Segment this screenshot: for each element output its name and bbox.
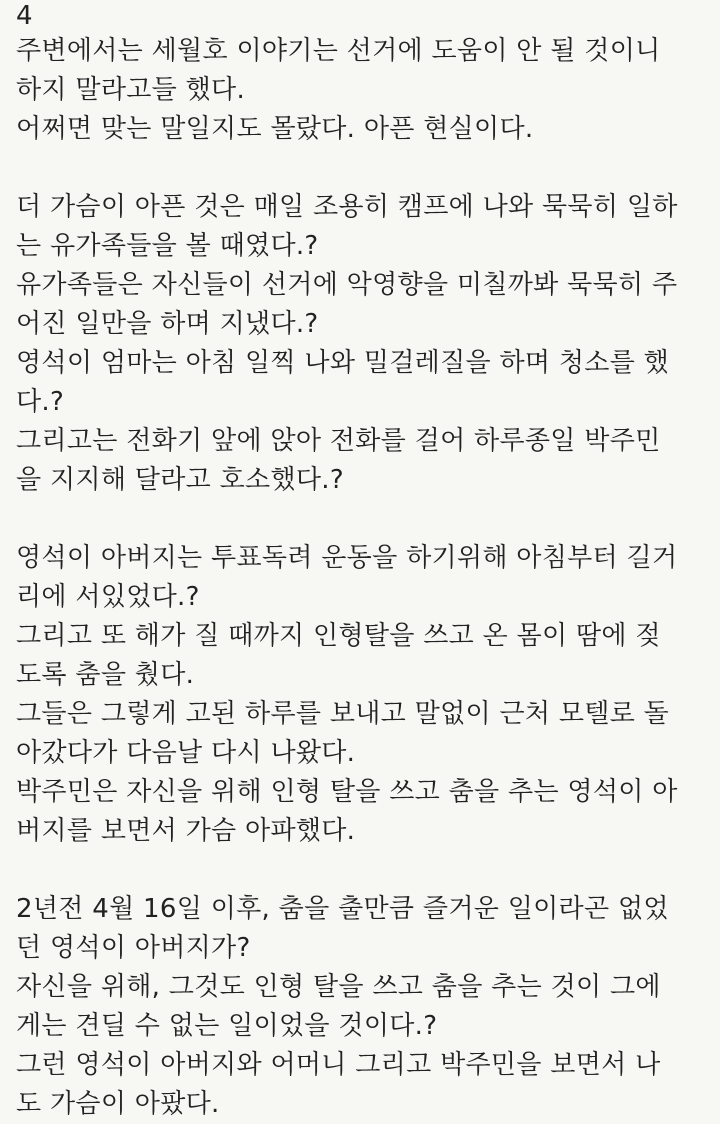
text-line: 버지를 보면서 가슴 아파했다. — [16, 816, 356, 846]
text-line: 2년전 4월 16일 이후, 춤을 출만큼 즐거운 일이라곤 없었 — [16, 894, 669, 924]
text-line: 다.? — [16, 387, 65, 417]
text-line: 도 가슴이 아팠다. — [16, 1089, 220, 1119]
text-line: 하지 말라고들 했다. — [16, 75, 246, 105]
blank-line — [16, 149, 706, 188]
text-line: 주변에서는 세월호 이야기는 선거에 도움이 안 될 것이니 — [16, 36, 661, 66]
text-line: 그리고 또 해가 질 때까지 인형탈을 쓰고 온 몸이 땀에 젖 — [16, 621, 661, 651]
blank-line — [16, 500, 706, 539]
text-line: 을 지지해 달라고 호소했다.? — [16, 465, 344, 495]
text-line: 영석이 엄마는 아침 일찍 나와 밀걸레질을 하며 청소를 했 — [16, 348, 670, 378]
document-page — [0, 1, 720, 1119]
text-line: 박주민은 자신을 위해 인형 탈을 쓰고 춤을 추는 영석이 아 — [16, 777, 678, 807]
text-body — [16, 32, 706, 1124]
text-line: 그런 영석이 아버지와 어머니 그리고 박주민을 보면서 나 — [16, 1050, 661, 1080]
text-line: 영석이 아버지는 투표독려 운동을 하기위해 아침부터 길거 — [16, 543, 678, 573]
text-line: 게는 견딜 수 없는 일이었을 것이다.? — [16, 1011, 438, 1041]
text-line: 아갔다가 다음날 다시 나왔다. — [16, 738, 356, 768]
text-line: 어진 일만을 하며 지냈다.? — [16, 309, 319, 339]
text-line: 리에 서있었다.? — [16, 582, 200, 612]
text-line: 유가족들은 자신들이 선거에 악영향을 미칠까봐 묵묵히 주 — [16, 270, 678, 300]
text-line: 그들은 그렇게 고된 하루를 보내고 말없이 근처 모텔로 돌 — [16, 699, 670, 729]
text-line: 던 영석이 아버지가? — [16, 933, 251, 963]
text-line: 도록 춤을 췄다. — [16, 660, 195, 690]
page-number: 4 — [16, 1, 33, 31]
text-line: 자신을 위해, 그것도 인형 탈을 쓰고 춤을 추는 것이 그에 — [16, 972, 661, 1002]
text-line: 더 가슴이 아픈 것은 매일 조용히 캠프에 나와 묵묵히 일하 — [16, 192, 678, 222]
blank-line — [16, 851, 706, 890]
text-line: 는 유가족들을 볼 때였다.? — [16, 231, 319, 261]
text-line: 그리고는 전화기 앞에 앉아 전화를 걸어 하루종일 박주민 — [16, 426, 661, 456]
text-line: 어쩌면 맞는 말일지도 몰랐다. 아픈 현실이다. — [16, 114, 534, 144]
